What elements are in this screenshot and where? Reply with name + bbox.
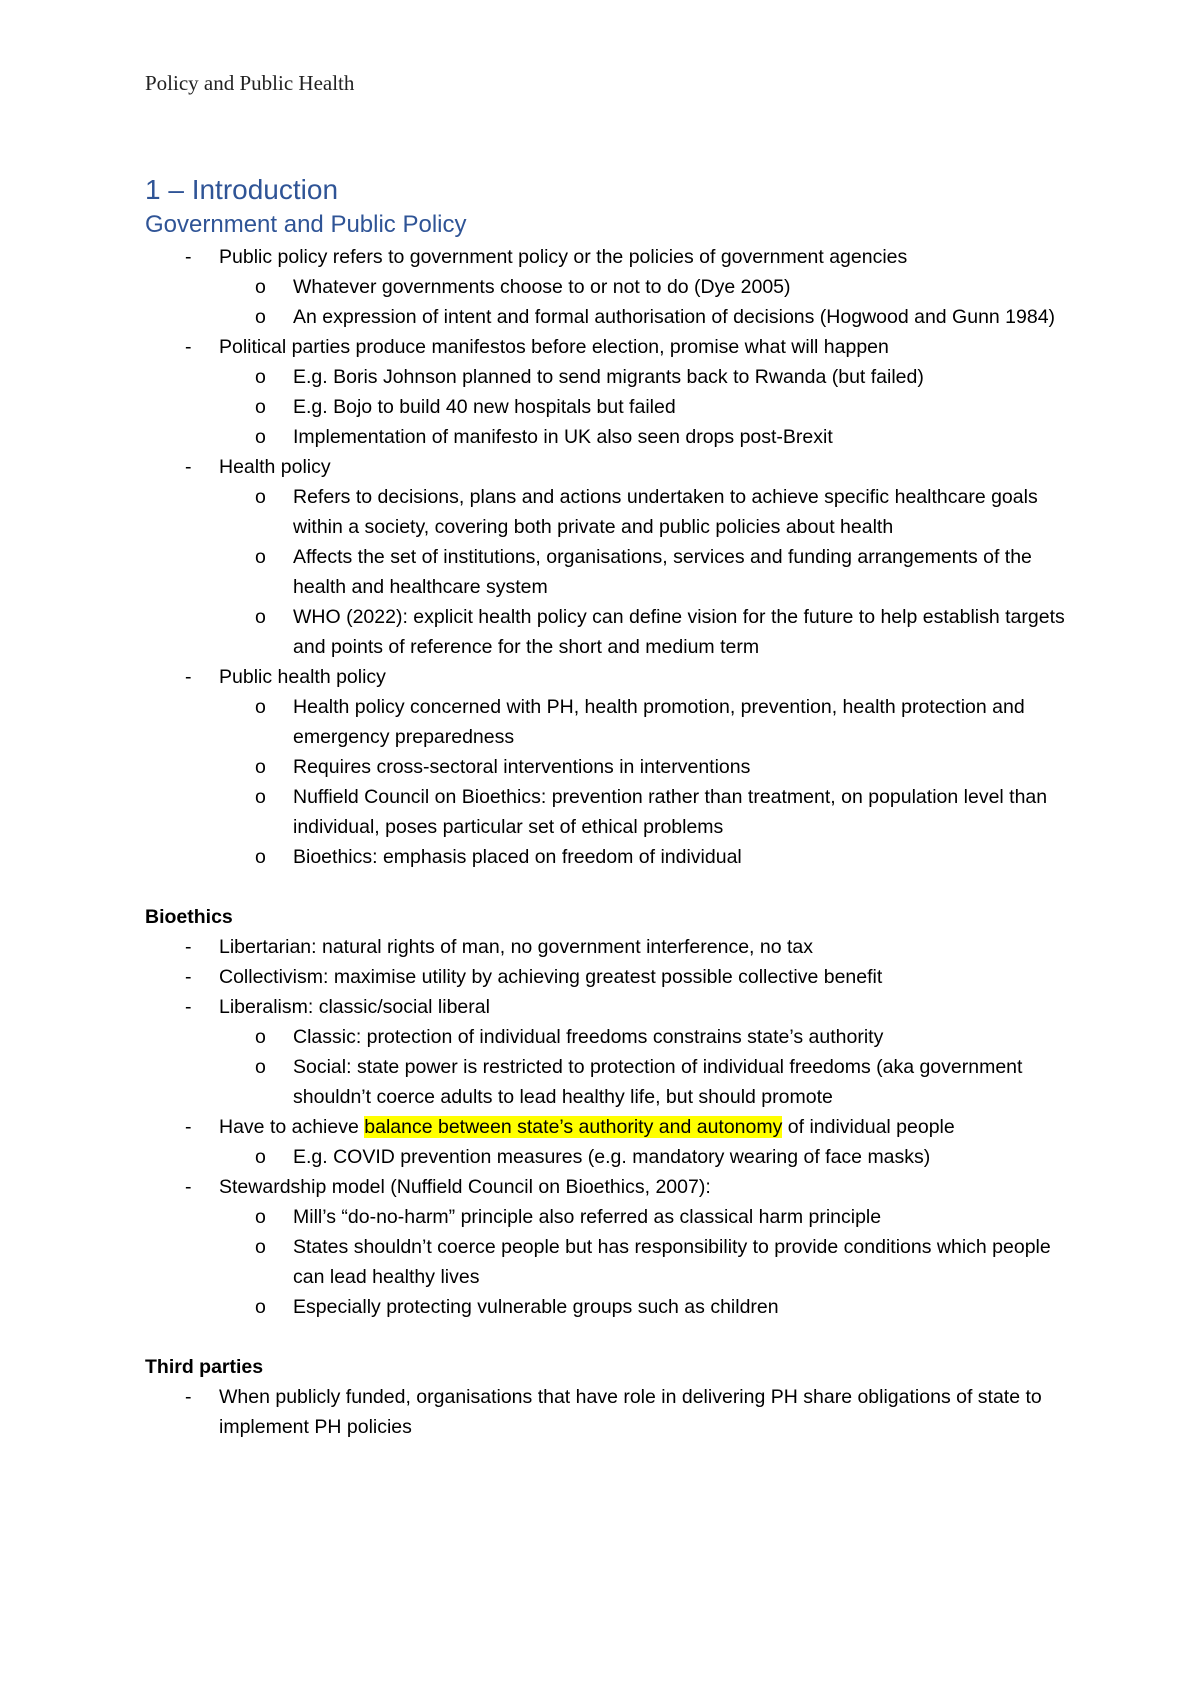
circle-bullet: o — [255, 1026, 266, 1048]
circle-bullet: o — [255, 396, 266, 418]
sub-list-item — [219, 302, 1065, 332]
section-heading-government: Government and Public Policy — [145, 211, 467, 238]
document-body — [145, 172, 1065, 1442]
list-item-text: Libertarian: natural rights of man, no government interference, no tax — [219, 936, 813, 958]
dash-bullet: - — [185, 996, 192, 1018]
circle-bullet: o — [255, 1236, 266, 1258]
sub-list-item — [219, 392, 1065, 422]
circle-bullet: o — [255, 1146, 266, 1168]
circle-bullet: o — [255, 696, 266, 718]
sub-list-item — [219, 692, 1065, 752]
document-title: 1 – Introduction — [145, 174, 339, 205]
sub-list-item — [219, 1142, 1065, 1172]
list-item — [145, 992, 1065, 1112]
circle-bullet: o — [255, 1296, 266, 1318]
list-item-text: Public health policy — [219, 666, 386, 688]
sub-item-text: Bioethics: emphasis placed on freedom of individual — [293, 846, 742, 868]
list-item — [145, 332, 1065, 452]
sub-item-text: Nuffield Council on Bioethics: prevention rather than treatment, on population level than individual, poses particular set of ethical problems — [293, 786, 1048, 838]
page-header: Policy and Public Health — [145, 71, 355, 95]
list-item — [145, 242, 1065, 332]
highlighted-text: balance between state’s authority and autonomy — [364, 1116, 783, 1138]
sub-item-text: Classic: protection of individual freedoms constrains state’s authority — [293, 1026, 884, 1048]
sub-item-text: Whatever governments choose to or not to do (Dye 2005) — [293, 276, 791, 298]
sub-item-text: Requires cross-sectoral interventions in interventions — [293, 756, 751, 778]
sub-item-text: Mill’s “do-no-harm” principle also referred as classical harm principle — [293, 1206, 882, 1228]
section-heading-third-parties: Third parties — [145, 1356, 264, 1378]
section-list-government — [145, 242, 1065, 872]
section-list-third-parties — [145, 1382, 1065, 1442]
circle-bullet: o — [255, 276, 266, 298]
circle-bullet: o — [255, 1206, 266, 1228]
sub-list-item — [219, 362, 1065, 392]
sub-item-text: Social: state power is restricted to protection of individual freedoms (aka government shouldn’t coerce adults to lead healthy life, but should promote — [293, 1056, 1023, 1108]
sub-item-text: Especially protecting vulnerable groups such as children — [293, 1296, 779, 1318]
section-list-bioethics — [145, 932, 1065, 1322]
list-item — [145, 962, 1065, 992]
list-item — [145, 662, 1065, 872]
circle-bullet: o — [255, 366, 266, 388]
list-item-text-after: of individual people — [782, 1116, 955, 1138]
section-spacer — [145, 1322, 1065, 1352]
list-item — [145, 1112, 1065, 1172]
list-item-text: When publicly funded, organisations that have role in delivering PH share obligations of state to implement PH policies — [219, 1386, 1042, 1438]
dash-bullet: - — [185, 456, 192, 478]
dash-bullet: - — [185, 1386, 192, 1408]
circle-bullet: o — [255, 546, 266, 568]
sub-item-text: E.g. Boris Johnson planned to send migrants back to Rwanda (but failed) — [293, 366, 924, 388]
list-item-text: Liberalism: classic/social liberal — [219, 996, 490, 1018]
dash-bullet: - — [185, 666, 192, 688]
sub-item-text: Implementation of manifesto in UK also seen drops post-Brexit — [293, 426, 833, 448]
sub-list-item — [219, 752, 1065, 782]
sub-list-item — [219, 422, 1065, 452]
dash-bullet: - — [185, 1176, 192, 1198]
sub-item-text: An expression of intent and formal authorisation of decisions (Hogwood and Gunn 1984) — [293, 306, 1056, 328]
section-spacer — [145, 872, 1065, 902]
sub-list-item — [219, 782, 1065, 842]
list-item — [145, 1382, 1065, 1442]
sub-list-item — [219, 1202, 1065, 1232]
list-item-text: Collectivism: maximise utility by achieving greatest possible collective benefit — [219, 966, 883, 988]
list-item-text-before: Have to achieve — [219, 1116, 365, 1138]
sub-item-text: States shouldn’t coerce people but has responsibility to provide conditions which people can lead healthy lives — [293, 1236, 1051, 1288]
sub-list-item — [219, 1052, 1065, 1112]
section-heading-bioethics: Bioethics — [145, 906, 233, 928]
list-item-text: Health policy — [219, 456, 331, 478]
sub-item-text: E.g. Bojo to build 40 new hospitals but failed — [293, 396, 676, 418]
sub-list-item — [219, 542, 1065, 602]
sub-list-item — [219, 842, 1065, 872]
sub-item-text: E.g. COVID prevention measures (e.g. mandatory wearing of face masks) — [293, 1146, 931, 1168]
list-item — [145, 1172, 1065, 1322]
list-item — [145, 932, 1065, 962]
circle-bullet: o — [255, 756, 266, 778]
sub-item-text: Refers to decisions, plans and actions undertaken to achieve specific healthcare goals within a society, covering both private and public policies about health — [293, 486, 1038, 538]
circle-bullet: o — [255, 426, 266, 448]
sub-list-item — [219, 1292, 1065, 1322]
sub-item-text: WHO (2022): explicit health policy can define vision for the future to help establish targets and points of reference for the short and medium term — [293, 606, 1065, 658]
circle-bullet: o — [255, 606, 266, 628]
sub-item-text: Affects the set of institutions, organisations, services and funding arrangements of the health and healthcare system — [293, 546, 1032, 598]
sub-list-item — [219, 1232, 1065, 1292]
dash-bullet: - — [185, 1116, 192, 1138]
sub-list-item — [219, 482, 1065, 542]
sub-list-item — [219, 602, 1065, 662]
list-item — [145, 452, 1065, 662]
dash-bullet: - — [185, 936, 192, 958]
circle-bullet: o — [255, 846, 266, 868]
circle-bullet: o — [255, 486, 266, 508]
list-item-text: Public policy refers to government policy or the policies of government agencies — [219, 246, 908, 268]
sub-item-text: Health policy concerned with PH, health promotion, prevention, health protection and emergency preparedness — [293, 696, 1025, 748]
circle-bullet: o — [255, 786, 266, 808]
sub-list-item — [219, 1022, 1065, 1052]
dash-bullet: - — [185, 246, 192, 268]
circle-bullet: o — [255, 306, 266, 328]
dash-bullet: - — [185, 336, 192, 358]
dash-bullet: - — [185, 966, 192, 988]
list-item-text: Stewardship model (Nuffield Council on Bioethics, 2007): — [219, 1176, 711, 1198]
list-item-text: Political parties produce manifestos before election, promise what will happen — [219, 336, 889, 358]
circle-bullet: o — [255, 1056, 266, 1078]
sub-list-item — [219, 272, 1065, 302]
